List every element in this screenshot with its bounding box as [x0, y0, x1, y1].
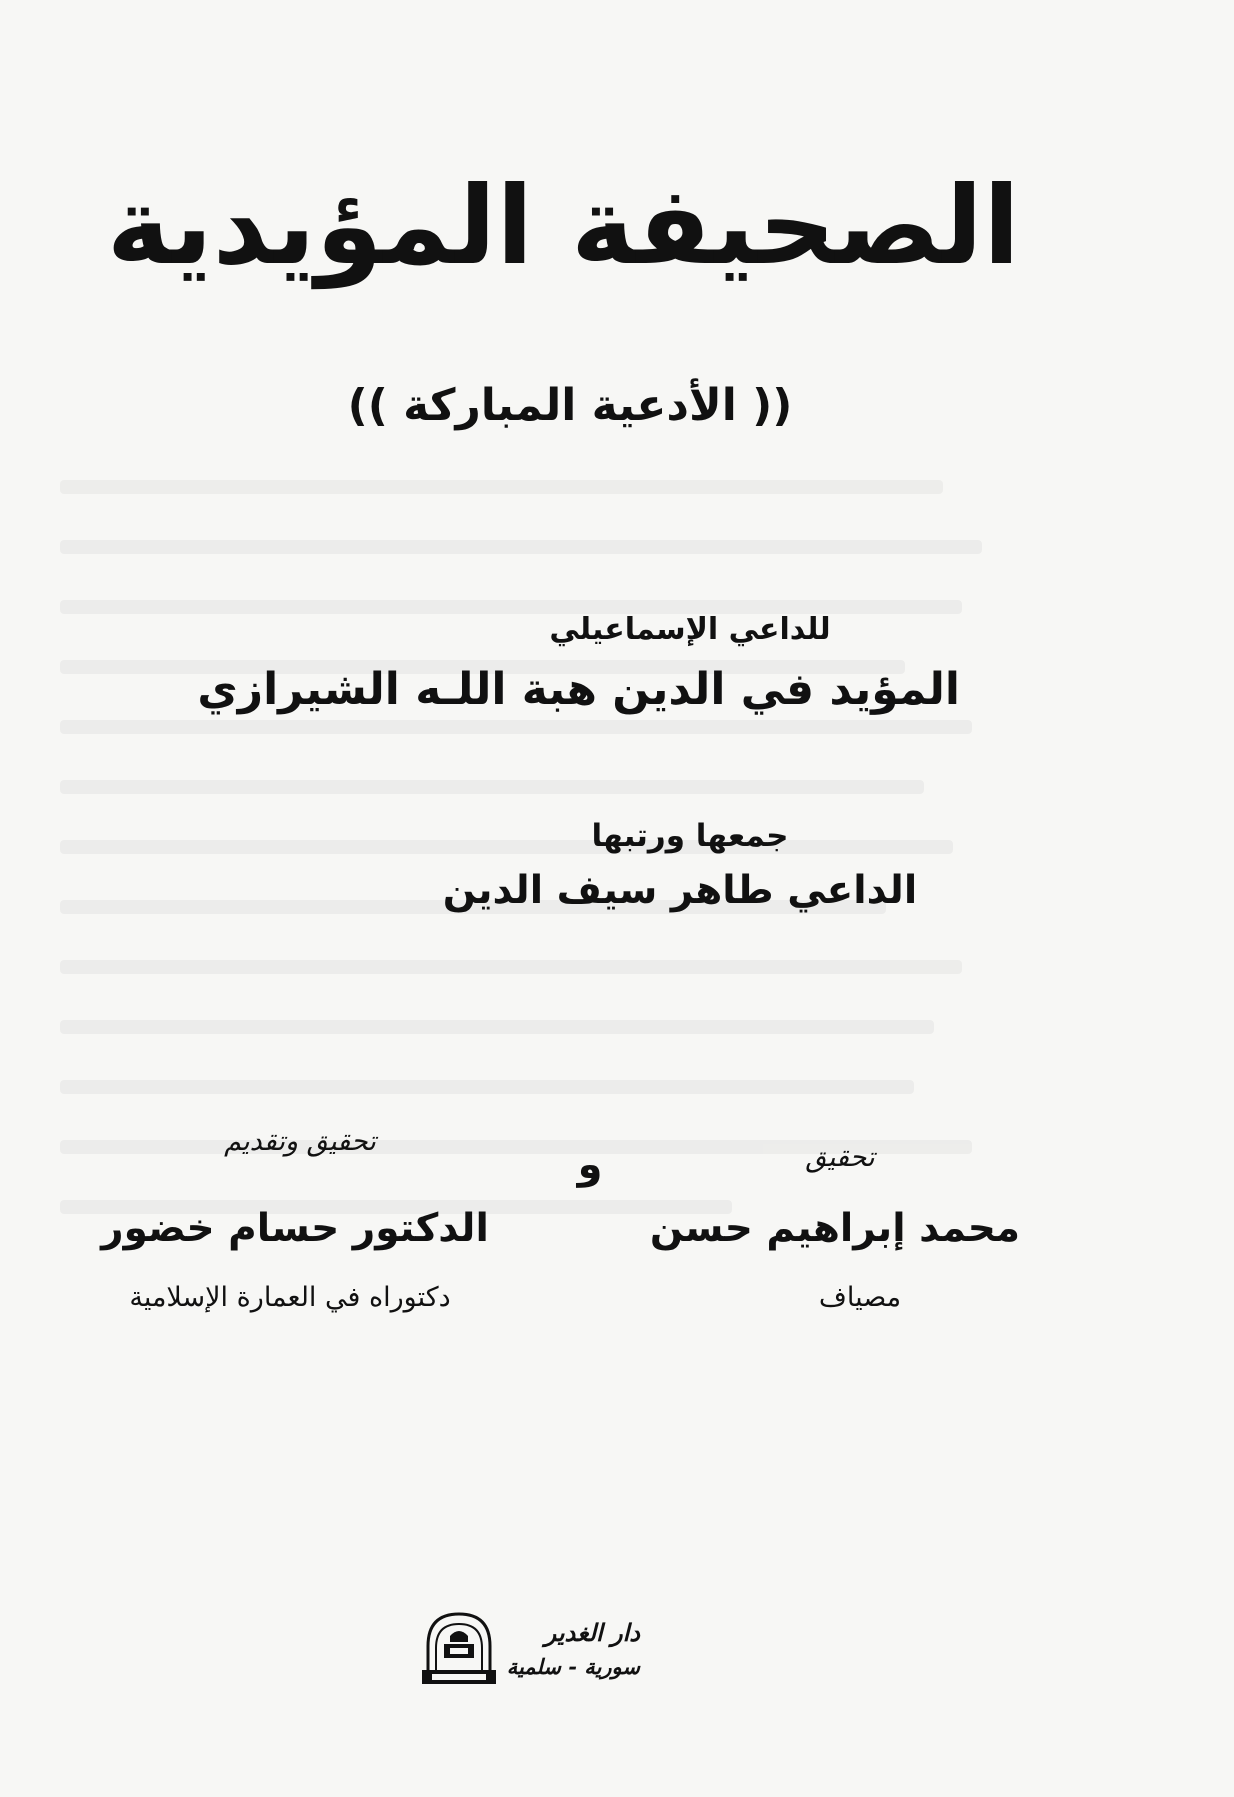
compiled-label: جمعها ورتبها [591, 818, 789, 854]
book-title: الصحيفة المؤيدية [106, 164, 1020, 289]
publisher-name: دار الغدير [544, 1618, 640, 1647]
editor-2-name: الدكتور حسام خضور [101, 1206, 489, 1251]
book-subtitle: (( الأدعية المباركة )) [347, 380, 793, 431]
editors-conjunction: و [577, 1142, 603, 1188]
editor-1-name: محمد إبراهيم حسن [649, 1206, 1021, 1251]
show-through-text [60, 480, 1020, 1680]
author-prefix: للداعي الإسماعيلي [549, 612, 831, 647]
compiler-name: الداعي طاهر سيف الدين [442, 868, 918, 913]
editor-2-description: دكتوراه في العمارة الإسلامية [129, 1282, 451, 1313]
publisher-logo [420, 1606, 498, 1692]
editor-1-role: تحقيق [805, 1142, 875, 1173]
author-name: المؤيد في الدين هبة اللـه الشيرازي [197, 664, 960, 715]
editor-1-description: مصياف [818, 1282, 902, 1313]
publisher-block [420, 1600, 640, 1700]
publisher-place: سورية - سلمية [506, 1654, 640, 1679]
editor-2-role: تحقيق وتقديم [224, 1126, 376, 1157]
